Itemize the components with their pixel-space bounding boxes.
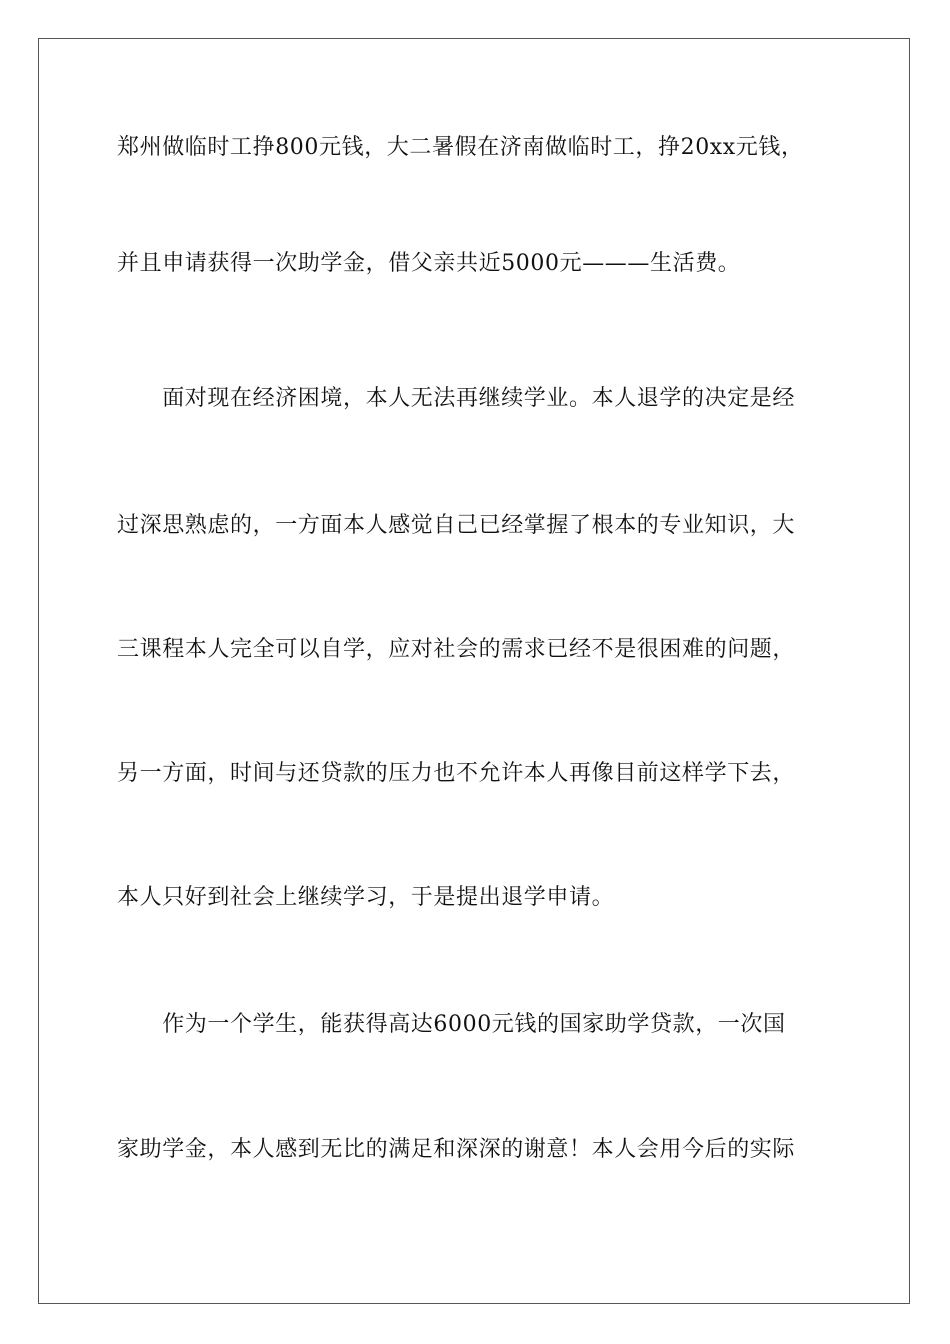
text-line-3: 面对现在经济困境，本人无法再继续学业。本人退学的决定是经 bbox=[117, 386, 796, 411]
text-line-9: 家助学金，本人感到无比的满足和深深的谢意！本人会用今后的实际 bbox=[117, 1137, 796, 1162]
text-line-8: 作为一个学生，能获得高达6000元钱的国家助学贷款，一次国 bbox=[117, 1012, 786, 1037]
text-line-7: 本人只好到社会上继续学习，于是提出退学申请。 bbox=[117, 885, 615, 910]
text-line-6: 另一方面，时间与还贷款的压力也不允许本人再像目前这样学下去， bbox=[117, 761, 796, 786]
text-line-2: 并且申请获得一次助学金，借父亲共近5000元———生活费。 bbox=[117, 251, 741, 276]
text-line-1: 郑州做临时工挣800元钱，大二暑假在济南做临时工，挣20xx元钱， bbox=[117, 135, 804, 160]
page-border bbox=[38, 38, 910, 1304]
text-line-5: 三课程本人完全可以自学，应对社会的需求已经不是很困难的问题， bbox=[117, 637, 796, 662]
text-line-4: 过深思熟虑的，一方面本人感觉自己已经掌握了根本的专业知识，大 bbox=[117, 513, 796, 538]
